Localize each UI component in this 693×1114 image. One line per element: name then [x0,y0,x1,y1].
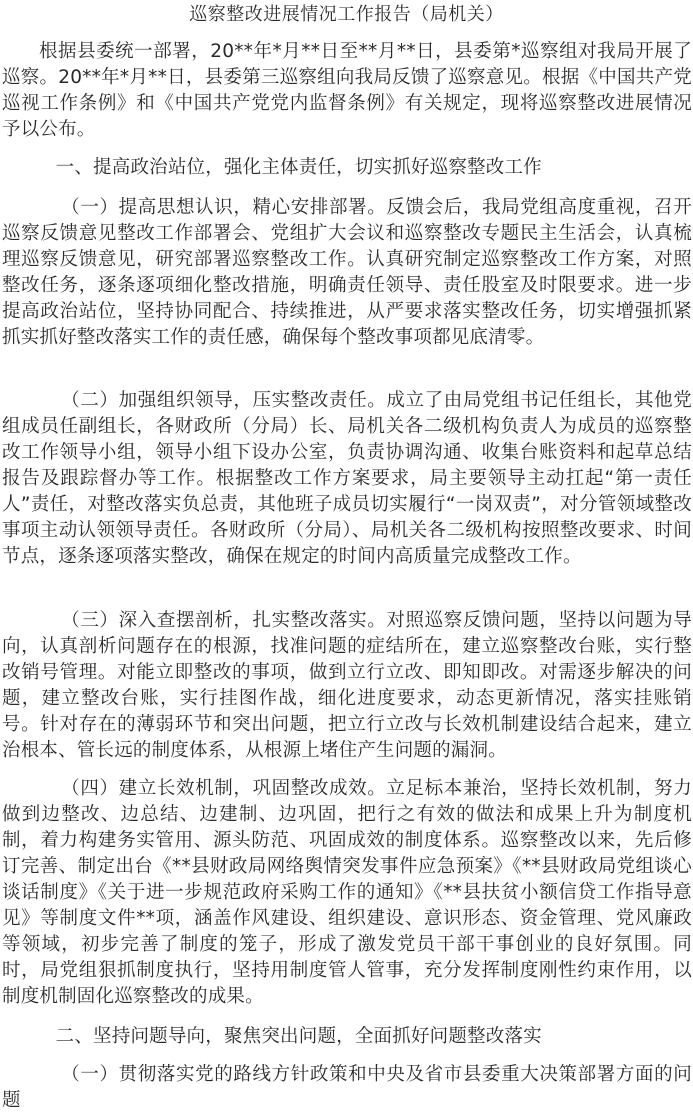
intro-paragraph: 根据县委统一部署，20**年*月**日至**月**日，县委第*巡察组对我局开展了巡察。20**年*月**日，县委第三巡察组向我局反馈了巡察意见。根据《中国共产党巡视工作条例》和《中国共产党党内监督条例》有关规定，现将巡察整改进展情况予以公布。 [2,41,692,140]
section-2-item-1: （一）贯彻落实党的路线方针政策和中央及省市县委重大决策部署方面的问题 [2,1064,692,1111]
section-1-item-1: （一）提高思想认识，精心安排部署。反馈会后，我局党组高度重视，召开巡察反馈意见整改工作部署会、党组扩大会议和巡察整改专题民主生活会，认真梳理巡察反馈意见，研究部署巡察整改工作。认真研究制定巡察整改工作方案，对照整改任务，逐条逐项细化整改措施，明确责任领导、责任股室及时限要求。进一步提高政治站位，坚持协同配合、持续推进，从严要求落实整改任务，切实增强抓紧抓实抓好整改落实工作的责任感，确保每个整改事项都见底清零。 [2,197,692,348]
section-1-item-4: （四）建立长效机制，巩固整改成效。立足标本兼治，坚持长效机制，努力做到边整改、边总结、边建制、边巩固，把行之有效的做法和成果上升为制度机制，着力构建务实管用、源头防范、巩固成效的制度体系。巡察整改以来，先后修订完善、制定出台《**县财政局网络舆情突发事件应急预案》《**县财政局党组谈心谈话制度》《关于进一步规范政府采购工作的通知》《**县扶贫小额信贷工作指导意见》等制度文件**项，涵盖作风建设、组织建设、意识形态、资金管理、党风廉政等领域，初步完善了制度的笼子，形成了激发党员干部干事创业的良好氛围。同时，局党组狠抓制度执行，坚持用制度管人管事，充分发挥制度刚性约束作用，以制度机制固化巡察整改的成果。 [2,778,692,1007]
section-1-item-2: （二）加强组织领导，压实整改责任。成立了由局党组书记任组长，其他党组成员任副组长，各财政所（分局）长、局机关各二级机构负责人为成员的巡察整改工作领导小组，领导小组下设办公室，负责协调沟通、收集台账资料和起草总结报告及跟踪督办等工作。根据整改工作方案要求，局主要领导主动扛起“第一责任人”责任，对整改落实负总责，其他班子成员切实履行“一岗双责”，对分管领域整改事项主动认领领导责任。各财政所（分局）、局机关各二级机构按照整改要求、时间节点，逐条逐项落实整改，确保在规定的时间内高质量完成整改工作。 [2,390,692,567]
section-2-heading: 二、坚持问题导向，聚焦突出问题，全面抓好问题整改落实 [55,1026,542,1047]
section-1-heading: 一、提高政治站位，强化主体责任，切实抓好巡察整改工作 [55,157,542,178]
document-title: 巡察整改进展情况工作报告（局机关） [189,4,504,25]
section-1-item-3: （三）深入查摆剖析，扎实整改落实。对照巡察反馈问题，坚持以问题为导向，认真剖析问题存在的根源，找准问题的症结所在，建立巡察整改台账，实行整改销号管理。对能立即整改的事项，做到立行立改、即知即改。对需逐步解决的问题，建立整改台账，实行挂图作战，细化进度要求，动态更新情况，落实挂账销号。针对存在的薄弱环节和突出问题，把立行立改与长效机制建设结合起来，建立治根本、管长远的制度体系，从根源上堵住产生问题的漏洞。 [2,610,692,761]
